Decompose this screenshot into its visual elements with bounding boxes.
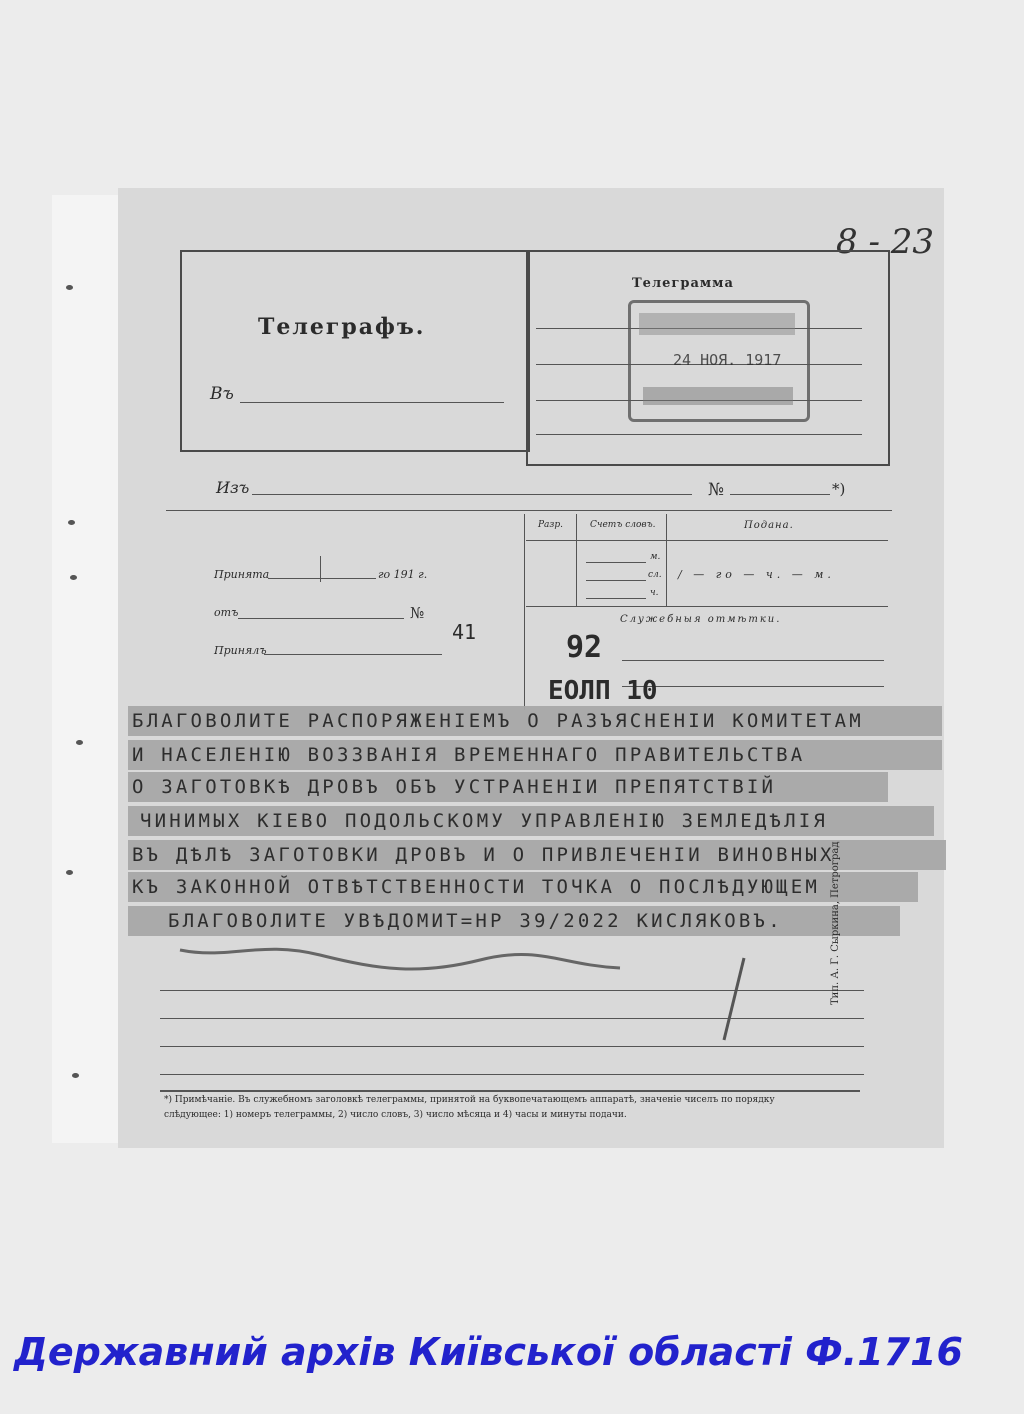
tape-line: КЪ ЗАКОННОЙ ОТВѢТСТВЕННОСТИ ТОЧКА О ПОСЛѢДУЮЩЕМ	[132, 876, 821, 898]
tape-line: БЛАГОВОЛИТЕ УВѢДОМИТ=НР 39/2022 КИСЛЯКОВЪ.	[168, 910, 783, 932]
no-label: №	[410, 604, 425, 622]
col-razr: Разр.	[538, 520, 563, 530]
submitted-line: / — го — ч. — м.	[678, 568, 835, 581]
col-count: Счетъ словъ.	[590, 520, 656, 530]
service-code: ЕОЛП 10	[548, 676, 658, 706]
received-date: го 191 г.	[378, 568, 428, 581]
to-label: Въ	[210, 384, 234, 404]
corner-mark: 8 - 23	[836, 222, 934, 262]
from-label: Изъ	[216, 478, 250, 497]
number-label: №	[708, 480, 725, 500]
footnote-line: слѣдующее: 1) номеръ телеграммы, 2) число словъ, 3) число мѣсяца и 4) часы и минуты подачи.	[164, 1110, 627, 1120]
tape-line: И НАСЕЛЕНІЮ ВОЗЗВАНІЯ ВРЕМЕННАГО ПРАВИТЕЛЬСТВА	[132, 744, 806, 766]
form-title: Телеграфъ.	[258, 314, 426, 340]
count-row: ч.	[650, 588, 659, 598]
from2-label: отъ	[214, 606, 239, 619]
service-marks-label: Служебныя отмѣтки.	[620, 614, 782, 625]
archive-caption: Державний архів Київської області Ф.1716	[14, 1330, 963, 1374]
footnote-divider	[160, 1090, 860, 1092]
col-submitted: Подана.	[744, 520, 794, 531]
count-row: сл.	[648, 570, 662, 580]
tape-line: О ЗАГОТОВКѢ ДРОВЪ ОБЪ УСТРАНЕНІИ ПРЕПЯТСТВІЙ	[132, 776, 777, 798]
tape-line: ВЪ ДѢЛѢ ЗАГОТОВКИ ДРОВЪ И О ПРИВЛЕЧЕНІИ ВИНОВНЫХ	[132, 844, 835, 866]
stamp-date: 24 НОЯ. 1917	[673, 351, 782, 369]
tape-line: БЛАГОВОЛИТЕ РАСПОРЯЖЕНІЕМЪ О РАЗЪЯСНЕНІИ КОМИТЕТАМ	[132, 710, 864, 732]
service-number: 92	[566, 630, 603, 665]
received-label: Принята	[214, 568, 270, 581]
tape-line: ЧИНИМЫХ КІЕВО ПОДОЛЬСКОМУ УПРАВЛЕНІЮ ЗЕМЛЕДѢЛІЯ	[140, 810, 829, 832]
telegram-label: Телеграмма	[632, 276, 734, 291]
printer-mark: Тип. А. Г. Сыркина, Петроград	[830, 841, 841, 1005]
no-value: 41	[452, 620, 477, 644]
footnote-line: *) Примѣчаніе. Въ служебномъ заголовкѣ телеграммы, принятой на буквопечатающемъ аппаратѣ, значеніе чиселъ по порядку	[164, 1095, 775, 1105]
count-row: м.	[650, 552, 661, 562]
number-suffix: *)	[832, 480, 846, 498]
accepted-label: Принялъ	[214, 644, 267, 657]
